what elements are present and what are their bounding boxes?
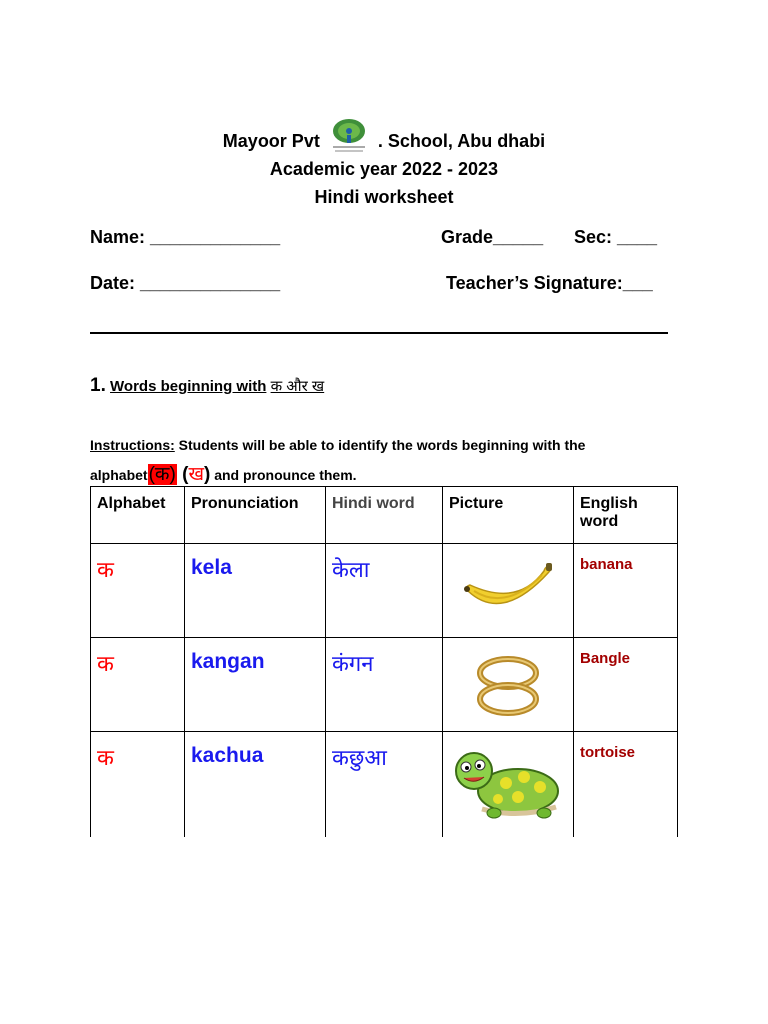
- teacher-signature-field[interactable]: Teacher’s Signature:___: [446, 273, 653, 293]
- table-row: [91, 544, 678, 638]
- col-header-hindi-word: Hindi word: [326, 487, 443, 544]
- alphabet-cell: क: [91, 732, 185, 838]
- date-field[interactable]: Date: ______________: [90, 273, 281, 293]
- english-word-cell: Bangle: [574, 638, 678, 732]
- letter-kha: ख: [188, 464, 204, 485]
- banana-image: [462, 561, 554, 621]
- grade-field[interactable]: Grade_____: [441, 227, 544, 247]
- col-header-english-word: English word: [574, 487, 678, 544]
- table-row: [91, 638, 678, 732]
- hindi-word-cell: कंगन: [326, 638, 443, 732]
- worksheet-header: [0, 117, 768, 211]
- academic-year: Academic year 2022 - 2023: [269, 159, 499, 179]
- name-field[interactable]: Name: _____________: [90, 227, 281, 247]
- school-name: Mayoor Pvt . School, Abu dhabi: [0, 117, 768, 155]
- table-row: [91, 732, 678, 838]
- english-word-cell: tortoise: [574, 732, 678, 838]
- col-header-picture: Picture: [443, 487, 574, 544]
- words-table: [90, 486, 678, 837]
- instructions: Instructions: Students will be able to identify the words beginning with the alphabet(क) (ख) and pronounce them.: [90, 437, 586, 485]
- highlighted-letter-ka: (क): [148, 464, 176, 485]
- section-heading: 1. Words beginning with क और ख: [90, 375, 325, 396]
- divider-line: [90, 332, 668, 334]
- hindi-word-cell: कछुआ: [326, 732, 443, 838]
- picture-cell: [443, 638, 574, 732]
- bangle-image: [473, 645, 543, 725]
- table-header-row: [91, 487, 678, 544]
- tortoise-image: [452, 747, 564, 823]
- picture-cell: [443, 544, 574, 638]
- english-word-cell: banana: [574, 544, 678, 638]
- instructions-label: Instructions:: [90, 437, 175, 453]
- alphabet-cell: क: [91, 544, 185, 638]
- pronunciation-cell: kachua: [185, 732, 326, 838]
- pronunciation-cell: kela: [185, 544, 326, 638]
- hindi-word-cell: केला: [326, 544, 443, 638]
- picture-cell: [443, 732, 574, 838]
- alphabet-cell: क: [91, 638, 185, 732]
- peacock-logo-icon: [327, 117, 371, 155]
- col-header-pronunciation: Pronunciation: [185, 487, 326, 544]
- worksheet-title: Hindi worksheet: [314, 187, 454, 207]
- pronunciation-cell: kangan: [185, 638, 326, 732]
- col-header-alphabet: Alphabet: [91, 487, 185, 544]
- section-field[interactable]: Sec: ____: [574, 227, 658, 247]
